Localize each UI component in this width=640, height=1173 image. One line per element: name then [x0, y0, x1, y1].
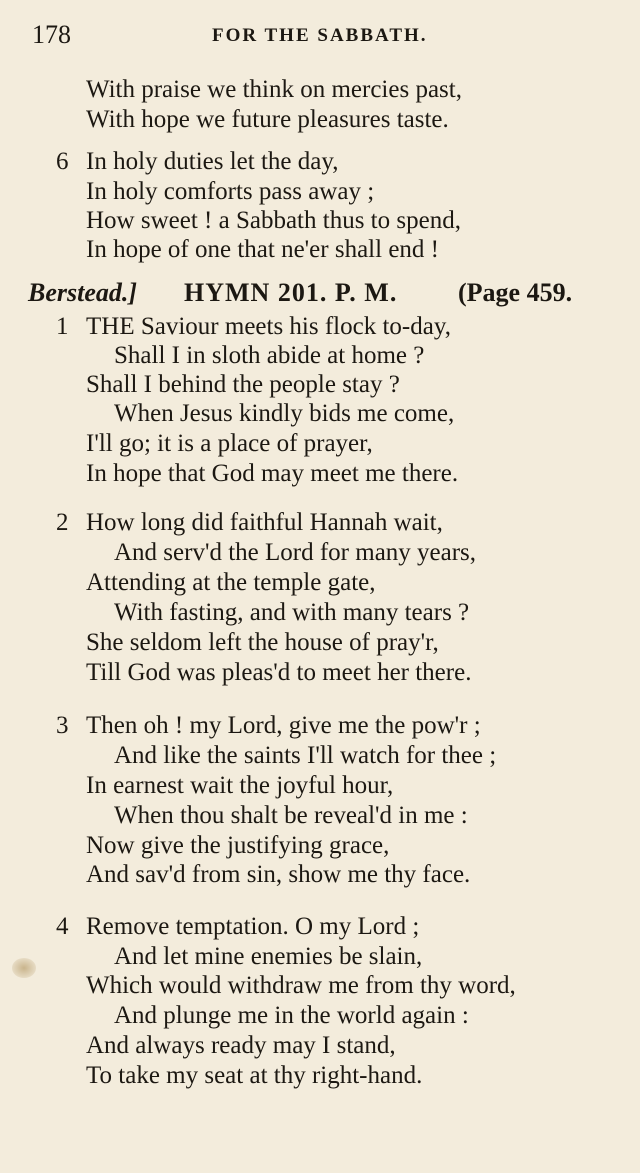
- paper-stain: [12, 958, 36, 978]
- verse-line: With fasting, and with many tears ?: [114, 599, 470, 626]
- verse-line: How sweet ! a Sabbath thus to spend,: [86, 207, 461, 234]
- verse-line: When Jesus kindly bids me come,: [114, 400, 455, 427]
- verse-line: With praise we think on mercies past,: [86, 76, 462, 103]
- verse-line: Remove temptation. O my Lord ;: [86, 913, 420, 940]
- verse-line: With hope we future pleasures taste.: [86, 106, 449, 133]
- verse-line: I'll go; it is a place of prayer,: [86, 430, 373, 457]
- verse-line: Shall I in sloth abide at home ?: [114, 342, 425, 369]
- running-title: FOR THE SABBATH.: [212, 25, 428, 46]
- verse-line: In holy duties let the day,: [86, 148, 339, 175]
- verse-line: And serv'd the Lord for many years,: [114, 539, 477, 566]
- verse-line: In hope that God may meet me there.: [86, 460, 459, 487]
- verse-line: Attending at the temple gate,: [86, 569, 376, 596]
- page-reference: (Page 459.: [458, 278, 573, 307]
- verse-line: Which would withdraw me from thy word,: [86, 972, 516, 999]
- hymn-title: HYMN 201. P. M.: [184, 278, 398, 307]
- verse-line: THE Saviour meets his flock to-day,: [86, 313, 451, 340]
- stanza-number: 2: [56, 509, 69, 536]
- verse-line: In holy comforts pass away ;: [86, 178, 375, 205]
- verse-line: She seldom left the house of pray'r,: [86, 629, 439, 656]
- verse-line: When thou shalt be reveal'd in me :: [114, 802, 468, 829]
- verse-line: How long did faithful Hannah wait,: [86, 509, 443, 536]
- verse-line: In earnest wait the joyful hour,: [86, 772, 394, 799]
- verse-line: Then oh ! my Lord, give me the pow'r ;: [86, 712, 481, 739]
- verse-line: And let mine enemies be slain,: [114, 943, 423, 970]
- verse-line: And like the saints I'll watch for thee ;: [114, 742, 497, 769]
- stanza-number: 4: [56, 913, 69, 940]
- verse-line: Till God was pleas'd to meet her there.: [86, 659, 472, 686]
- page-number: 178: [32, 20, 71, 49]
- verse-line: Shall I behind the people stay ?: [86, 371, 400, 398]
- verse-line: To take my seat at thy right-hand.: [86, 1062, 423, 1089]
- verse-line: And always ready may I stand,: [86, 1032, 396, 1059]
- verse-line: And sav'd from sin, show me thy face.: [86, 861, 471, 888]
- verse-line: In hope of one that ne'er shall end !: [86, 236, 439, 263]
- verse-line: Now give the justifying grace,: [86, 832, 390, 859]
- stanza-number: 1: [56, 313, 69, 340]
- tune-name: Berstead.]: [28, 278, 138, 307]
- verse-line: And plunge me in the world again :: [114, 1002, 469, 1029]
- stanza-number: 6: [56, 148, 69, 175]
- stanza-number: 3: [56, 712, 69, 739]
